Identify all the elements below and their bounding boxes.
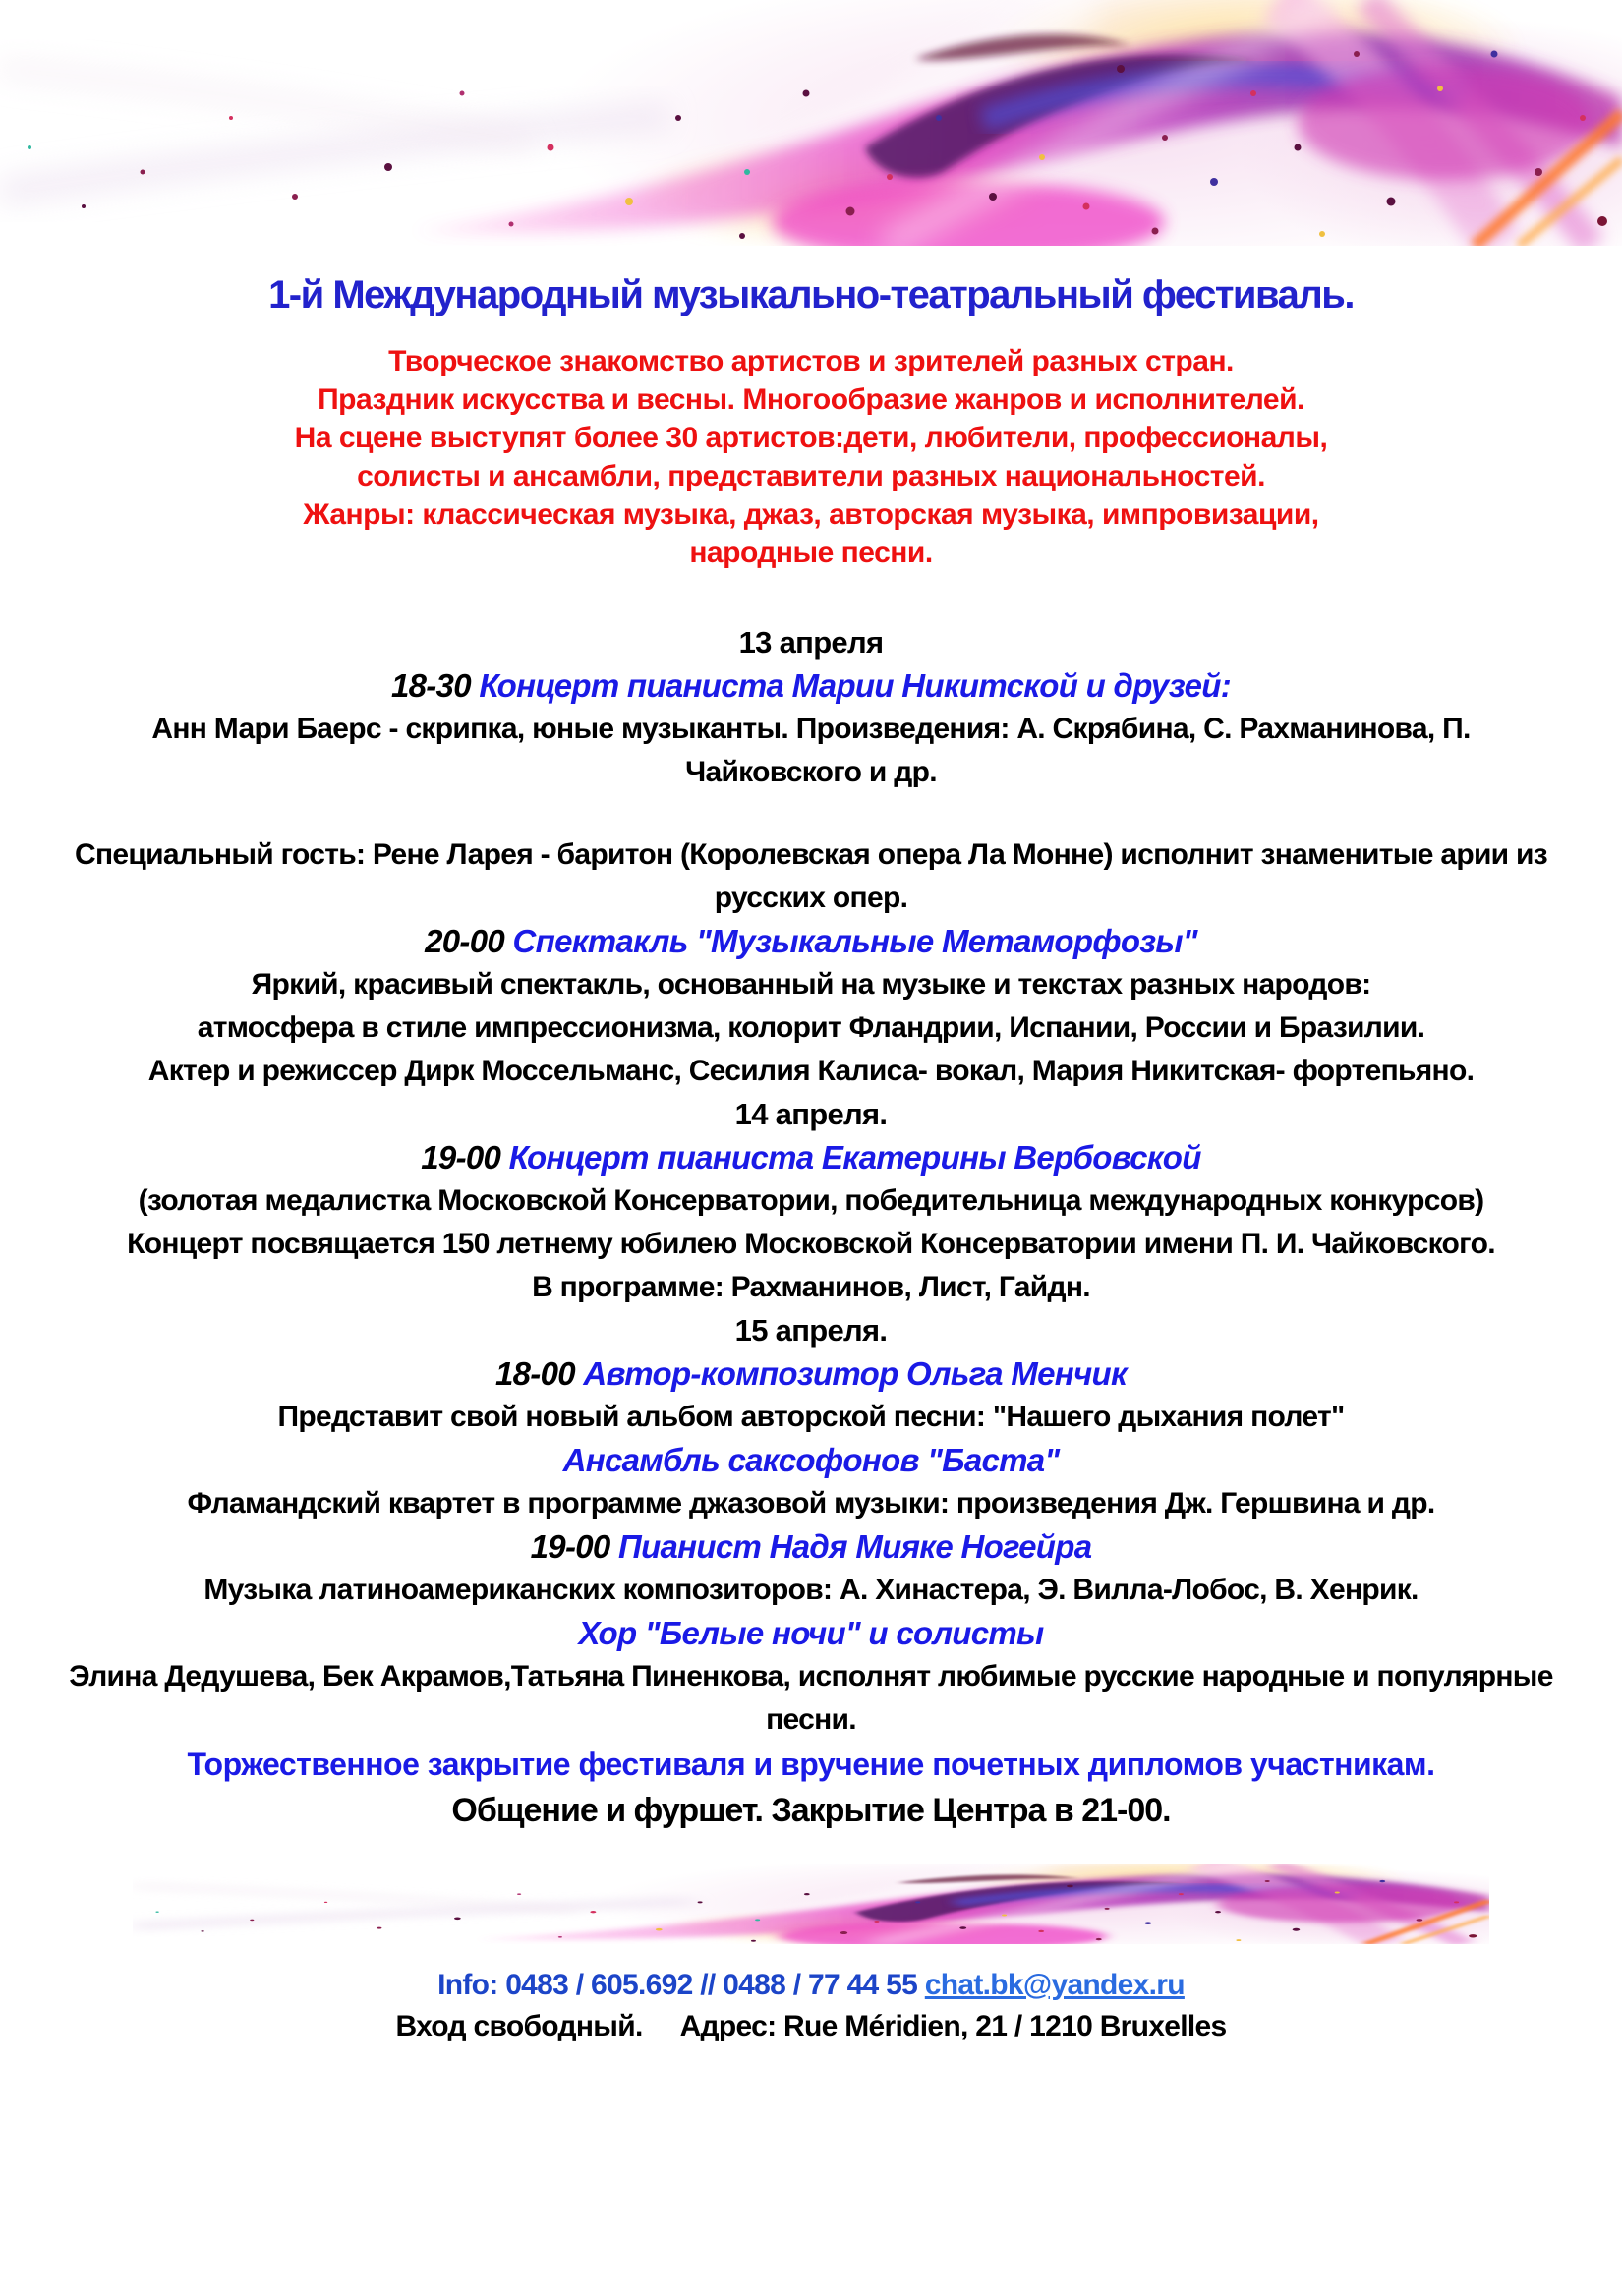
event-time: 18-30 (390, 667, 480, 704)
body-line: Фламандский квартет в программе джазовой музыки: произведения Дж. Гершвина и др. (187, 1487, 1435, 1520)
date-line: 14 апреля. (734, 1097, 888, 1131)
event-heading (29, 920, 1593, 963)
body-line: Специальный гость: Рене Ларея - баритон (Королевская опера Ла Монне) исполнит знаменитые арии из (74, 838, 1548, 871)
body-line: атмосфера в стиле импрессионизма, колорит Фландрии, Испании, России и Бразилии. (197, 1011, 1425, 1044)
event-name: Хор "Белые ночи" и солисты (578, 1615, 1044, 1651)
body-line: Элина Дедушева, Бек Акрамов,Татьяна Пиненкова, исполнят любимые русские народные и популярные (69, 1660, 1553, 1693)
header-artwork (0, 0, 1622, 246)
body-line: В программе: Рахманинов, Лист, Гайдн. (532, 1271, 1090, 1303)
intro-block (0, 342, 1622, 572)
event-heading (29, 664, 1593, 708)
intro-line: солисты и ансамбли, представители разных национальностей. (357, 460, 1265, 492)
body-line: Представит свой новый альбом авторской песни: "Нашего дыхания полет" (277, 1401, 1345, 1433)
closing-black-line: Общение и фуршет. Закрытие Центра в 21-00. (451, 1792, 1171, 1829)
closing-blue-line: Торжественное закрытие фестиваля и вручение почетных дипломов участникам. (187, 1747, 1435, 1782)
event-time: 19-00 (421, 1139, 509, 1176)
address-line (0, 2009, 1622, 2044)
date-line: 15 апреля. (734, 1313, 888, 1348)
event-time: 18-00 (495, 1355, 584, 1392)
date-line: 13 апреля (738, 625, 884, 660)
event-heading (29, 1136, 1593, 1179)
spacer (29, 794, 1593, 833)
schedule (0, 621, 1622, 1834)
free-entry-label: Вход свободный. (395, 2010, 643, 2042)
event-heading (29, 1525, 1593, 1569)
intro-line: Творческое знакомство артистов и зрителей разных стран. (388, 345, 1234, 377)
event-heading (29, 1612, 1593, 1655)
event-heading (29, 1352, 1593, 1396)
body-line: русских опер. (714, 882, 908, 914)
divider-artwork (133, 1864, 1489, 1944)
event-heading (29, 1439, 1593, 1482)
event-name: Пианист Надя Мияке Ногейра (618, 1528, 1092, 1565)
body-line: (золотая медалистка Московской Консерватории, победительница международных конкурсов) (138, 1184, 1484, 1217)
contact-info-line (0, 1968, 1622, 2003)
intro-line: народные песни. (689, 537, 933, 569)
body-line: песни. (766, 1703, 856, 1736)
body-line: Чайковского и др. (685, 756, 937, 788)
intro-line: Жанры: классическая музыка, джаз, авторская музыка, импровизации, (303, 498, 1319, 531)
event-name: Концерт пианиста Марии Никитской и друзей: (479, 667, 1232, 704)
event-name: Спектакль "Музыкальные Метаморфозы" (512, 923, 1197, 959)
event-name: Автор-композитор Ольга Менчик (583, 1355, 1127, 1392)
footer (0, 1968, 1622, 2044)
body-line: Яркий, красивый спектакль, основанный на музыке и текстах разных народов: (251, 968, 1371, 1001)
body-line: Актер и режиссер Дирк Моссельманс, Сесилия Калиса- вокал, Мария Никитская- фортепьяно. (147, 1055, 1475, 1087)
body-line: Концерт посвящается 150 летнему юбилею Московской Консерватории имени П. И. Чайковского. (127, 1228, 1495, 1260)
event-time: 20-00 (425, 923, 513, 959)
intro-line: На сцене выступят более 30 артистов:дети, любители, профессионалы, (294, 422, 1328, 454)
event-name: Ансамбль саксофонов "Баста" (562, 1442, 1060, 1478)
event-time: 19-00 (530, 1528, 619, 1565)
page-title: 1-й Международный музыкально-театральный фестиваль. (268, 273, 1354, 316)
body-line: Музыка латиноамериканских композиторов: А. Хинастера, Э. Вилла-Лобос, В. Хенрик. (203, 1574, 1419, 1606)
event-name: Концерт пианиста Екатерины Вербовской (508, 1139, 1201, 1176)
address-text: Адрес: Rue Méridien, 21 / 1210 Bruxelles (679, 2010, 1227, 2042)
body-line: Анн Мари Баерс - скрипка, юные музыканты. Произведения: А. Скрябина, С. Рахманинова, П. (151, 713, 1471, 745)
phone-info: Info: 0483 / 605.692 // 0488 / 77 44 55 (437, 1969, 925, 2001)
email-link[interactable]: chat.bk@yandex.ru (924, 1969, 1185, 2001)
intro-line: Праздник искусства и весны. Многообразие жанров и исполнителей. (318, 383, 1304, 416)
